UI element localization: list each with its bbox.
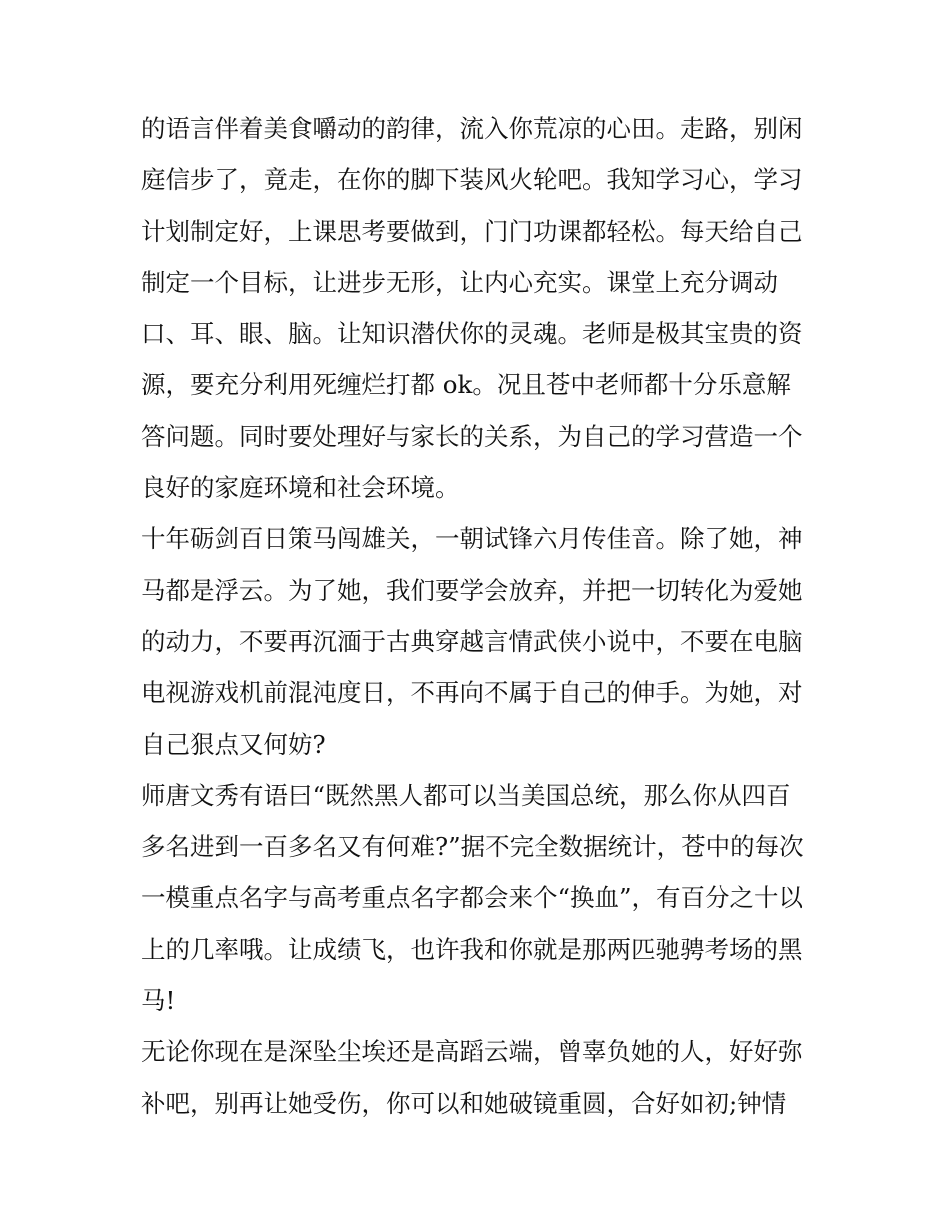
text-line: 庭信步了，竟走，在你的脚下装风火轮吧。我知学习心，学习 [141,165,803,195]
text-line: 师唐文秀有语曰“既然黑人都可以当美国总统，那么你从四百 [141,780,791,810]
text-line: 制定一个目标，让进步无形，让内心充实。课堂上充分调动 [141,267,778,297]
text-line: 多名进到一百多名又有何难?”据不完全数据统计，苍中的每次 [141,832,804,862]
text-line: 电视游戏机前混沌度日，不再向不属于自己的伸手。为她，对 [141,678,803,708]
text-line: 答问题。同时要处理好与家长的关系，为自己的学习营造一个 [141,421,803,451]
text-line: 无论你现在是深坠尘埃还是高蹈云端，曾辜负她的人，好好弥 [141,1037,803,1067]
text-line: 计划制定好，上课思考要做到，门门功课都轻松。每天给自己 [141,216,803,246]
document-body-text [141,103,821,1129]
text-line: 十年砺剑百日策马闯雄关，一朝试锋六月传佳音。除了她，神 [141,524,803,554]
text-line: 良好的家庭环境和社会环境。 [141,473,460,503]
text-line: 马! [141,986,176,1016]
text-line: 口、耳、眼、脑。让知识潜伏你的灵魂。老师是极其宝贵的资 [141,319,803,349]
text-line: 上的几率哦。让成绩飞，也许我和你就是那两匹驰骋考场的黑 [141,934,803,964]
text-line: 源，要充分利用死缠烂打都 ok。况且苍中老师都十分乐意解 [141,370,791,400]
text-line: 自己狠点又何妨? [141,729,326,759]
text-line: 补吧，别再让她受伤，你可以和她破镜重圆，合好如初;钟情 [141,1088,787,1118]
text-line: 一模重点名字与高考重点名字都会来个“换血”，有百分之十以 [141,883,804,913]
text-line: 的语言伴着美食嚼动的韵律，流入你荒凉的心田。走路，别闲 [141,114,803,143]
text-line: 的动力，不要再沉湎于古典穿越言情武侠小说中，不要在电脑 [141,626,803,656]
text-line: 马都是浮云。为了她，我们要学会放弃，并把一切转化为爱她 [141,575,803,605]
